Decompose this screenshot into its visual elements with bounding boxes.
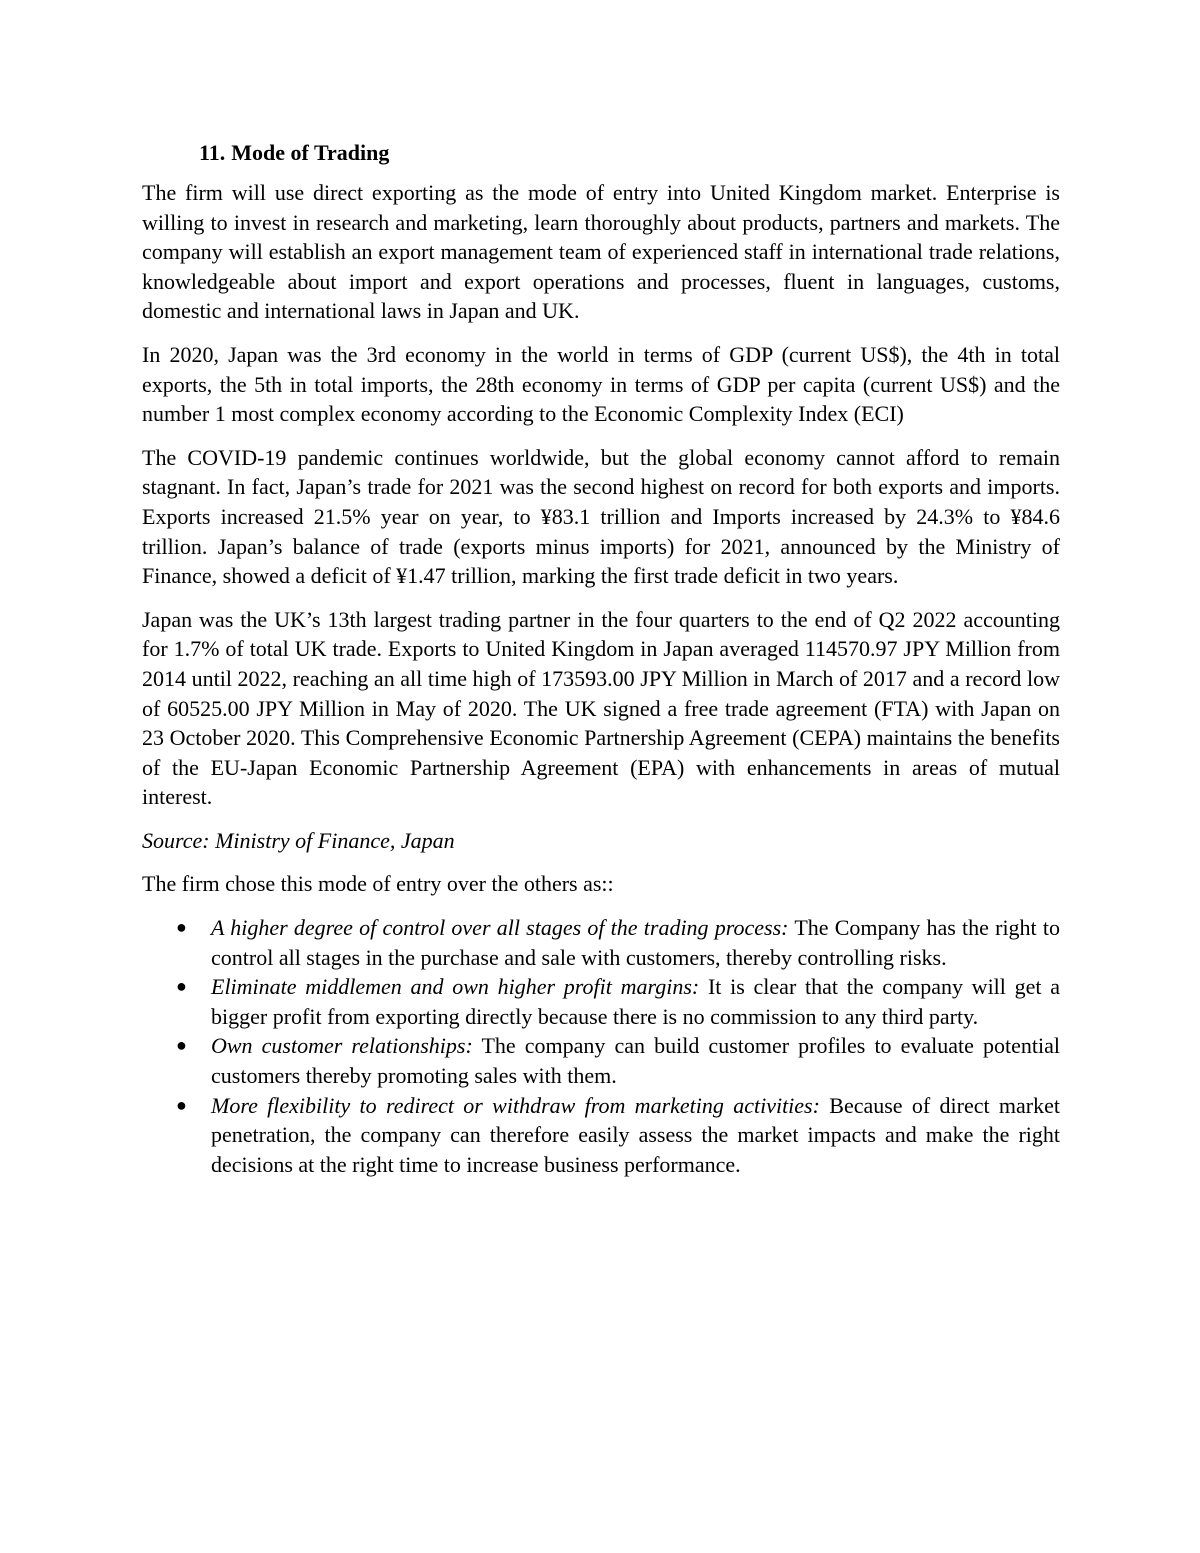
reason-text: The company can build customer profiles to evaluate potential customers thereby promoting sales with them.: [211, 1033, 1060, 1089]
section-number: 11.: [199, 140, 226, 165]
list-item: [142, 1031, 1060, 1090]
reason-lead: Eliminate middlemen and own higher profit margins:: [211, 974, 700, 1000]
paragraph-japan-economy: In 2020, Japan was the 3rd economy in the world in terms of GDP (current US$), the 4th in total exports, the 5th in total imports, the 28th economy in terms of GDP per capita (current US$) and the number 1 most complex economy according to the Economic Complexity Index (ECI): [142, 341, 1060, 427]
reason-lead: Own customer relationships:: [211, 1033, 473, 1059]
list-item: [142, 972, 1060, 1031]
reason-text: The Company has the right to control all stages in the purchase and sale with customers, thereby controlling risks.: [211, 915, 1060, 970]
bullet-icon: ●: [176, 1094, 187, 1115]
bullet-icon: ●: [176, 1035, 187, 1056]
paragraph-covid-trade: The COVID-19 pandemic continues worldwide, but the global economy cannot afford to remain stagnant. In fact, Japan’s trade for 2021 was the second highest on record for both exports and imports. Exports increased 21.5% year on year, to ¥83.1 trillion and Imports increased by 24.3% to ¥84.6 trillion. Japan’s balance of trade (exports minus imports) for 2021, announced by the Ministry of Finance, showed a deficit of ¥1.47 trillion, marking the first trade deficit in two years.: [142, 444, 1060, 589]
reason-lead: A higher degree of control over all stages of the trading process:: [211, 915, 789, 941]
list-item: [142, 913, 1060, 972]
section-heading: [142, 138, 1060, 168]
document-page: [142, 138, 1060, 1179]
reasons-intro: The firm chose this mode of entry over the others as::: [142, 871, 614, 897]
bullet-icon: ●: [176, 976, 187, 997]
reasons-list: [142, 913, 1060, 1179]
list-item: [142, 1091, 1060, 1180]
bullet-icon: ●: [176, 917, 187, 938]
reason-text: Because of direct market penetration, the company can therefore easily assess the market impacts and make the right decisions at the right time to increase business performance.: [211, 1092, 1060, 1177]
reason-text: It is clear that the company will get a bigger profit from exporting directly because there is no commission to any third party.: [211, 974, 1060, 1029]
section-title: Mode of Trading: [231, 140, 390, 165]
paragraph-uk-japan-trade: Japan was the UK’s 13th largest trading partner in the four quarters to the end of Q2 2022 accounting for 1.7% of total UK trade. Exports to United Kingdom in Japan averaged 114570.97 JPY Million from 2014 until 2022, reaching an all time high of 173593.00 JPY Million in March of 2017 and a record low of 60525.00 JPY Million in May of 2020. The UK signed a free trade agreement (FTA) with Japan on 23 October 2020. This Comprehensive Economic Partnership Agreement (CEPA) maintains the benefits of the EU-Japan Economic Partnership Agreement (EPA) with enhancements in areas of mutual interest.: [142, 606, 1060, 810]
source-citation: Source: Ministry of Finance, Japan: [142, 827, 455, 853]
paragraph-entry-mode: The firm will use direct exporting as the mode of entry into United Kingdom market. Enterprise is willing to invest in research and marketing, learn thoroughly about products, partners and markets. The company will establish an export management team of experienced staff in international trade relations, knowledgeable about import and export operations and processes, fluent in languages, customs, domestic and international laws in Japan and UK.: [142, 180, 1060, 324]
reason-lead: More flexibility to redirect or withdraw from marketing activities:: [211, 1092, 820, 1118]
